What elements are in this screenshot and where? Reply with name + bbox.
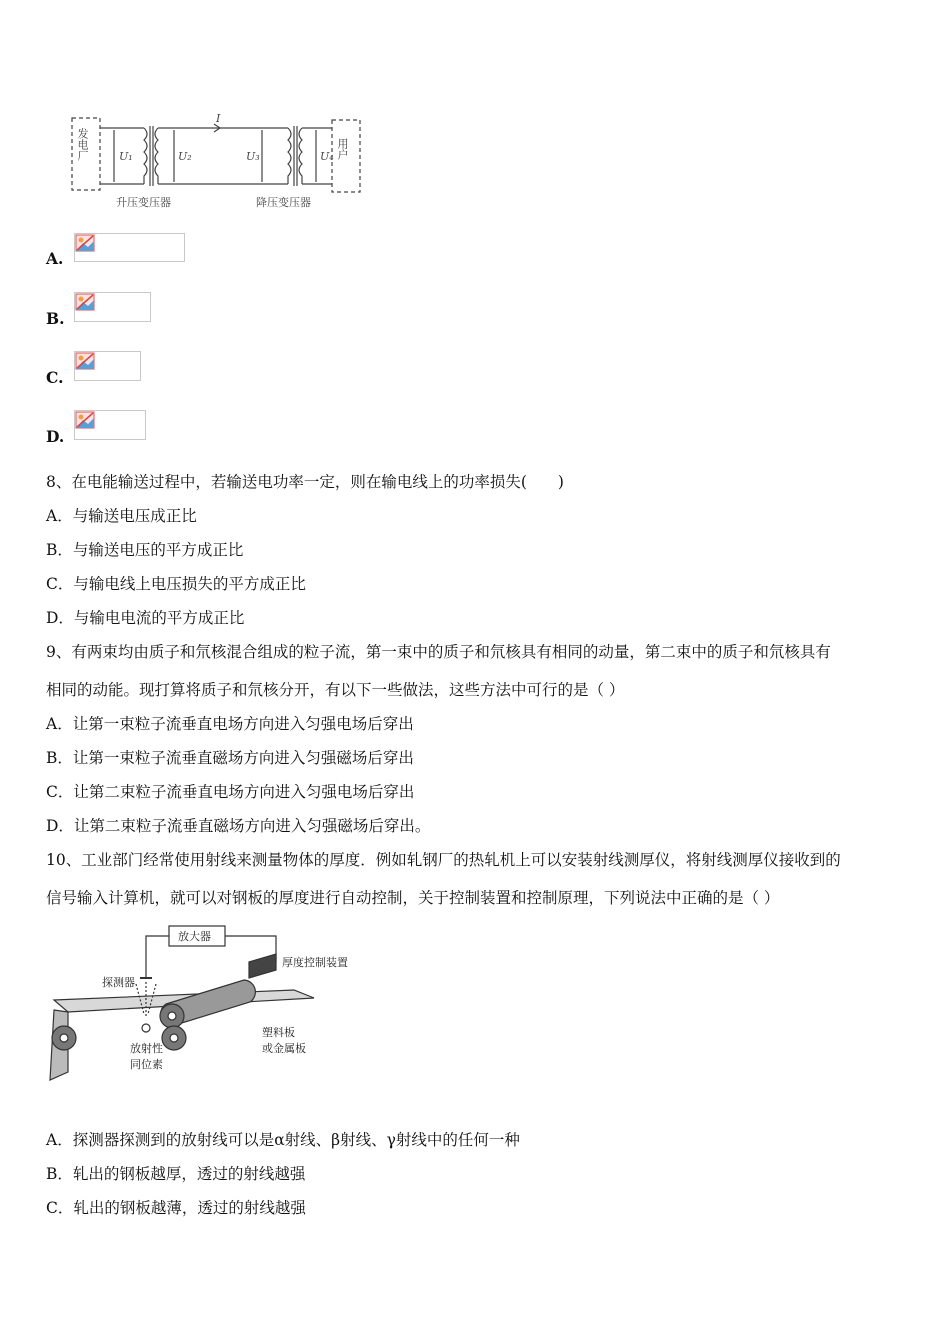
q8-stem: 8、在电能输送过程中，若输送电功率一定，则在输电线上的功率损失( ) bbox=[46, 473, 564, 491]
q7-option-b-label: B. bbox=[46, 309, 65, 328]
step-up-label: 升压变压器 bbox=[116, 196, 171, 209]
amplifier-label: 放大器 bbox=[178, 930, 211, 943]
isotope-source bbox=[142, 1024, 150, 1032]
q10-stem-line1: 10、工业部门经常使用射线来测量物体的厚度．例如轧钢厂的热轧机上可以安装射线测厚仪，将射线测厚仪接收到的 bbox=[46, 851, 841, 869]
transmission-diagram bbox=[66, 112, 366, 212]
broken-image-icon bbox=[75, 411, 95, 429]
q7-option-a-label: A. bbox=[46, 249, 64, 268]
q8-option-d[interactable]: D．与输电电流的平方成正比 bbox=[46, 609, 245, 627]
q9-stem-line1: 9、有两束均由质子和氘核混合组成的粒子流，第一束中的质子和氘核具有相同的动量，第二束中的质子和氘核具有 bbox=[46, 643, 831, 661]
plate-label: 塑料板 bbox=[262, 1026, 295, 1039]
q9-stem-line2: 相同的动能。现打算将质子和氘核分开，有以下一些做法，这些方法中可行的是（ ） bbox=[46, 681, 625, 699]
detector-label: 探测器 bbox=[102, 976, 135, 989]
step-down-label: 降压变压器 bbox=[256, 196, 311, 209]
broken-image-icon bbox=[75, 234, 95, 252]
q7-option-a-image[interactable] bbox=[74, 233, 185, 262]
q7-option-b-image[interactable] bbox=[74, 292, 151, 322]
q10-stem-line2: 信号输入计算机，就可以对钢板的厚度进行自动控制，关于控制装置和控制原理，下列说法中正确的是（ ） bbox=[46, 889, 780, 907]
u1-label: U₁ bbox=[119, 150, 133, 163]
thickness-control-label: 厚度控制装置 bbox=[282, 956, 348, 969]
q10-option-c[interactable]: C．轧出的钢板越薄，透过的射线越强 bbox=[46, 1199, 306, 1217]
u3-label: U₃ bbox=[246, 150, 260, 163]
broken-image-icon bbox=[75, 293, 95, 311]
user-label: 用户 bbox=[336, 138, 349, 160]
u4-label: U₄ bbox=[320, 150, 334, 163]
q7-option-c-image[interactable] bbox=[74, 351, 141, 381]
u2-label: U₂ bbox=[178, 150, 192, 163]
q7-option-c-label: C. bbox=[46, 368, 64, 387]
q10-option-b[interactable]: B．轧出的钢板越厚，透过的射线越强 bbox=[46, 1165, 306, 1183]
current-label: I bbox=[216, 112, 221, 125]
broken-image-icon bbox=[75, 352, 95, 370]
power-plant-label: 发电厂 bbox=[76, 128, 89, 161]
q9-option-a[interactable]: A．让第一束粒子流垂直电场方向进入匀强电场后穿出 bbox=[46, 715, 414, 733]
rolling-mill-diagram bbox=[44, 920, 374, 1090]
isotope-label-2: 同位素 bbox=[130, 1058, 163, 1071]
q8-option-b[interactable]: B．与输送电压的平方成正比 bbox=[46, 541, 244, 559]
q9-option-b[interactable]: B．让第一束粒子流垂直磁场方向进入匀强磁场后穿出 bbox=[46, 749, 414, 767]
q7-option-d-image[interactable] bbox=[74, 410, 146, 440]
q9-option-c[interactable]: C．让第二束粒子流垂直电场方向进入匀强电场后穿出 bbox=[46, 783, 415, 801]
plate-label-2: 或金属板 bbox=[262, 1042, 306, 1055]
isotope-label: 放射性 bbox=[130, 1042, 163, 1055]
q7-option-d-label: D. bbox=[46, 427, 65, 446]
q9-option-d[interactable]: D．让第二束粒子流垂直磁场方向进入匀强磁场后穿出。 bbox=[46, 817, 431, 835]
q8-option-c[interactable]: C．与输电线上电压损失的平方成正比 bbox=[46, 575, 306, 593]
q10-option-a[interactable]: A．探测器探测到的放射线可以是α射线、β射线、γ射线中的任何一种 bbox=[46, 1131, 520, 1149]
q8-option-a[interactable]: A．与输送电压成正比 bbox=[46, 507, 197, 525]
